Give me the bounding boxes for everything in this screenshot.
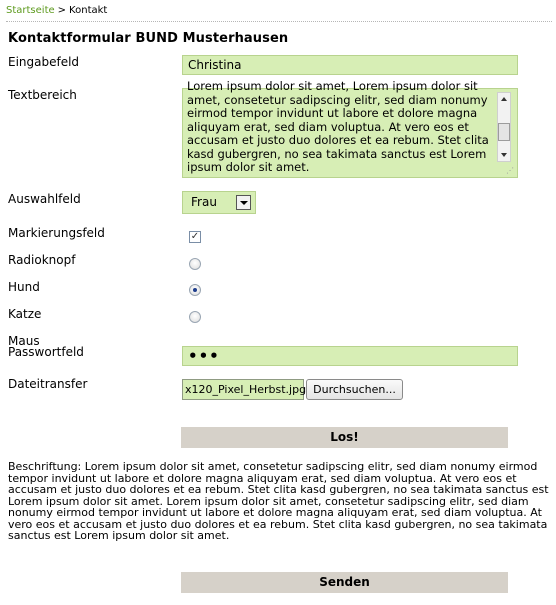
resize-grip-icon[interactable]: ⋰ bbox=[506, 166, 514, 175]
breadcrumb-home-link[interactable]: Startseite bbox=[6, 5, 55, 16]
textarea-label: Textbereich bbox=[8, 88, 77, 102]
checkmark-icon: ✓ bbox=[190, 231, 200, 242]
chevron-down-icon[interactable] bbox=[236, 195, 251, 210]
go-button[interactable]: Los! bbox=[181, 427, 508, 448]
textarea-scrollbar[interactable] bbox=[497, 92, 511, 162]
radio-label-maus: Maus bbox=[8, 334, 40, 348]
radio-katze[interactable] bbox=[189, 311, 201, 323]
file-path-field[interactable]: x120_Pixel_Herbst.jpg bbox=[182, 379, 304, 400]
caption-text: Beschriftung: Lorem ipsum dolor sit amet, consetetur sadipscing elitr, sed diam nonumy eirmod tempor invidunt ut labore et dolore magna aliquyam erat, sed diam voluptua. At vero eos et accusam et justo duo dolores et ea rebum. Stet clita kasd gubergren, no sea takimata sanctus est Lorem ipsum dolor sit amet. Lorem ipsum dolor sit amet, consetetur sadipscing elitr, sed diam nonumy eirmod tempor invidunt ut labore et dolore magna aliquyam erat, sed diam voluptua. At vero eos et accusam et justo duo dolores et ea rebum. Stet clita kasd gubergren, no sea takimata sanctus est Lorem ipsum dolor sit amet. bbox=[8, 460, 549, 542]
send-button[interactable]: Senden bbox=[181, 572, 508, 593]
marker-checkbox[interactable] bbox=[189, 231, 201, 243]
page-title: Kontaktformular BUND Musterhausen bbox=[8, 31, 289, 46]
radio-label-katze: Katze bbox=[8, 307, 42, 321]
text-field-label: Eingabefeld bbox=[8, 55, 80, 69]
breadcrumb bbox=[6, 4, 552, 22]
scroll-up-icon[interactable] bbox=[501, 97, 507, 101]
checkbox-label: Markierungsfeld bbox=[8, 226, 105, 240]
radio-group-label: Radioknopf bbox=[8, 253, 76, 267]
text-input[interactable]: Christina bbox=[182, 55, 518, 75]
file-label: Dateitransfer bbox=[8, 377, 88, 391]
password-label: Passwortfeld bbox=[8, 345, 84, 359]
radio-unlabeled[interactable] bbox=[189, 258, 201, 270]
breadcrumb-separator: > bbox=[57, 5, 67, 16]
textarea-field[interactable] bbox=[182, 79, 518, 178]
textarea-content: Lorem ipsum dolor sit amet, Lorem ipsum dolor sit amet, consetetur sadipscing elitr, sed diam nonumy eirmod tempor invidunt ut labore et dolore magna aliquyam erat, sed diam voluptua. At vero eos et accusam et justo duo dolores et ea rebum. Stet clita kasd gubergren, no sea takimata sanctus est Lorem ipsum dolor sit amet. bbox=[187, 79, 489, 174]
browse-button[interactable]: Durchsuchen... bbox=[306, 379, 403, 400]
scroll-thumb[interactable] bbox=[498, 123, 510, 141]
scroll-down-icon[interactable] bbox=[501, 153, 507, 157]
radio-hund[interactable] bbox=[189, 284, 201, 296]
salutation-select[interactable] bbox=[182, 191, 256, 214]
breadcrumb-current: Kontakt bbox=[69, 5, 108, 16]
select-value: Frau bbox=[191, 195, 217, 209]
password-input[interactable]: ••• bbox=[182, 346, 518, 366]
select-label: Auswahlfeld bbox=[8, 192, 81, 206]
radio-label-hund: Hund bbox=[8, 280, 40, 294]
